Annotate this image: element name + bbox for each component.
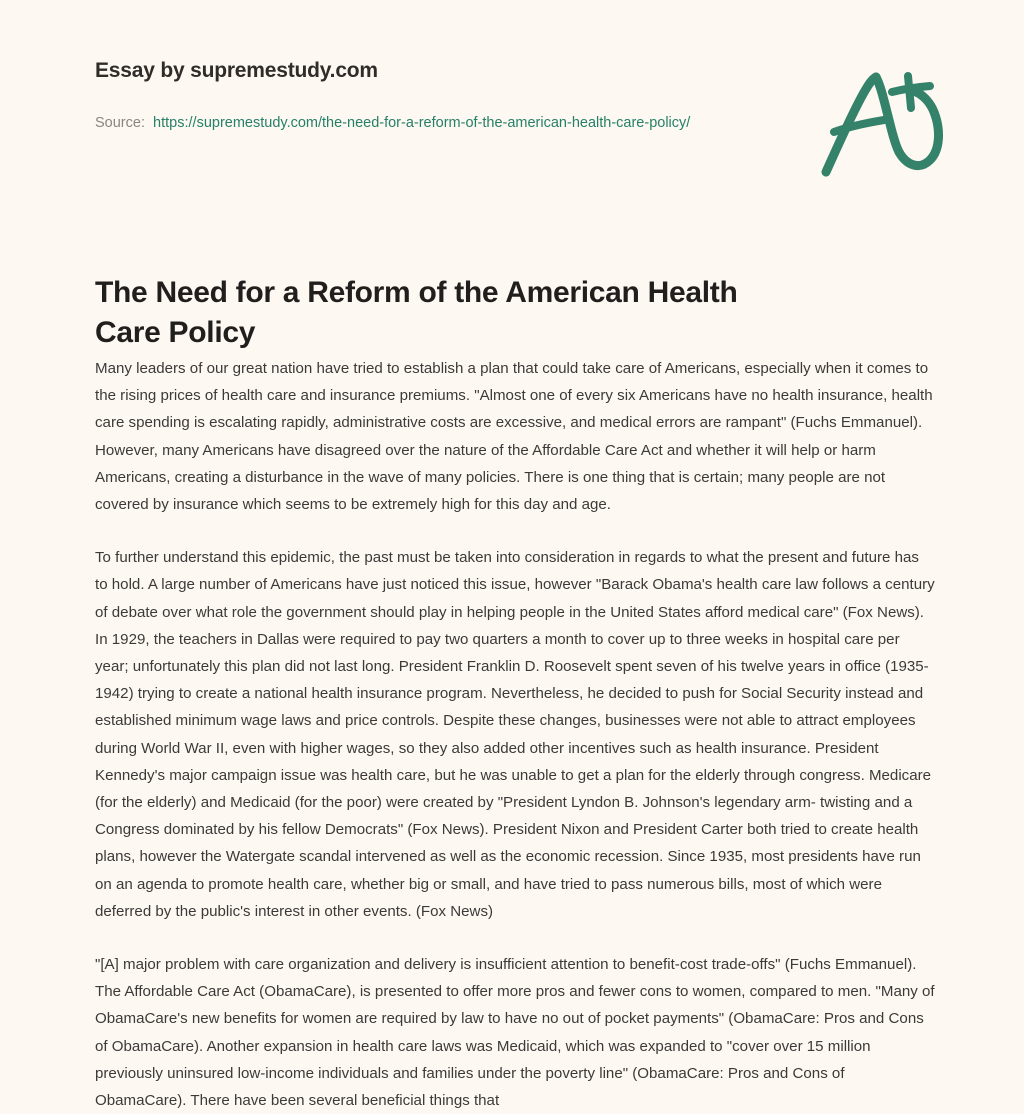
source-line [95,108,695,138]
page-title: The Need for a Reform of the American Health Care Policy [95,276,738,350]
paragraph-1: Many leaders of our great nation have tried to establish a plan that could take care of Americans, especially when it comes to the rising prices of health care and insurance premiums. "Almost one of every six Americans have no health insurance, health care spending is escalating rapidly, administrative costs are excessive, and medical errors are rampant" (Fuchs Emmanuel). However, many Americans have disagreed over the nature of the Affordable Care Act and whether it will help or harm Americans, creating a disturbance in the wave of many policies. There is one thing that is certain; many people are not covered by insurance which seems to be extremely high for this day and age. [95,360,933,514]
paragraph-3: "[A] major problem with care organization and delivery is insufficient attention to benefit-cost trade-offs" (Fuchs Emmanuel). The Affordable Care Act (ObamaCare), is presented to offer more pros and fewer cons to women, compared to men. "Many of ObamaCare's new benefits for women are required by law to have no out of pocket payments" (ObamaCare: Pros and Cons of ObamaCare). Another expansion in health care laws was Medicaid, which was expanded to "cover over 15 million previously uninsured low-income individuals and families under the poverty line" (ObamaCare: Pros and Cons of ObamaCare). There have been several beneficial things that [95,956,935,1110]
essay-body [95,355,935,1114]
page-header [0,0,1024,200]
source-label: Source: [95,115,145,131]
byline: Essay by supremestudy.com [95,59,378,82]
a-plus-logo [806,54,956,186]
source-url-link[interactable]: https://supremestudy.com/the-need-for-a-reform-of-the-american-health-care-policy/ [153,115,691,131]
a-plus-logo-icon [806,54,956,186]
paragraph-2: To further understand this epidemic, the past must be taken into consideration in regards to what the present and future has to hold. A large number of Americans have just noticed this issue, however "Barack Obama's health care law follows a century of debate over what role the government should play in helping people in the United States afford medical care" (Fox News). In 1929, the teachers in Dallas were required to pay two quarters a month to cover up to three weeks in hospital care per year; unfortunately this plan did not last long. President Franklin D. Roosevelt spent seven of his twelve years in office (1935-1942) trying to create a national health insurance program. Nevertheless, he decided to push for Social Security instead and established minimum wage laws and price controls. Despite these changes, businesses were not able to attract employees during World War II, even with higher wages, so they also added other incentives such as health insurance. President Kennedy's major campaign issue was health care, but he was unable to get a plan for the elderly through congress. Medicare (for the elderly) and Medicaid (for the poor) were created by "President Lyndon B. Johnson's legendary arm- twisting and a Congress dominated by his fellow Democrats" (Fox News). President Nixon and President Carter both tried to create health plans, however the Watergate scandal intervened as well as the economic recession. Since 1935, most presidents have run on an agenda to promote health care, whether big or small, and have tried to pass numerous bills, most of which were deferred by the public's interest in other events. (Fox News) [95,549,935,920]
